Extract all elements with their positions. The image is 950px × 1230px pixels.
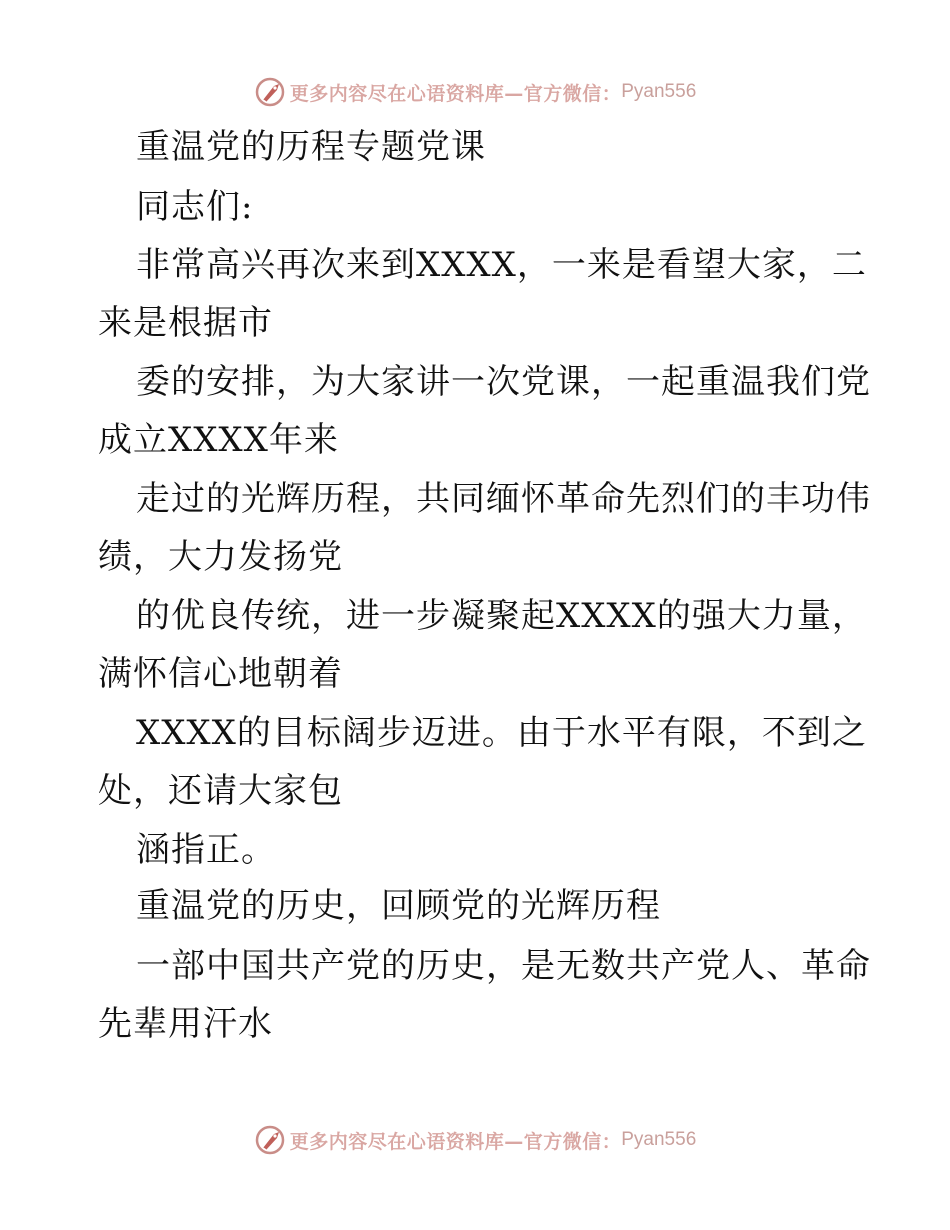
watermark-wechat-id: Pyan556 [621,1129,697,1150]
paragraph-line: 委的安排，为大家讲一次党课，一起重温我们党 [136,362,871,402]
salutation: 同志们: [136,187,254,227]
paragraph-line: 处，还请大家包 [98,771,343,811]
paragraph-line: 来是根据市 [98,303,273,343]
watermark-text: 更多内容尽在心语资料库—官方微信： [289,82,622,105]
watermark-wechat-id: Pyan556 [621,81,697,102]
paragraph-line: 满怀信心地朝着 [98,654,343,694]
section-heading: 重温党的历史，回顾党的光辉历程 [136,886,661,926]
paragraph-line: XXXX的目标阔步迈进。由于水平有限，不到之 [136,713,867,753]
document-title: 重温党的历程专题党课 [136,127,486,167]
watermark-text: 更多内容尽在心语资料库—官方微信： [289,1130,622,1153]
footer-watermark [0,1120,950,1160]
paragraph-line: 非常高兴再次来到XXXX，一来是看望大家，二 [136,245,867,285]
paragraph-line: 先辈用汗水 [98,1004,273,1044]
pen-nib-logo-icon [254,1124,286,1156]
header-watermark [0,72,950,112]
paragraph-line: 走过的光辉历程，共同缅怀革命先烈们的丰功伟 [136,479,871,519]
paragraph-line: 的优良传统，进一步凝聚起XXXX的强大力量， [136,596,867,636]
paragraph-line: 成立XXXX年来 [98,420,339,460]
pen-nib-logo-icon [254,76,286,108]
paragraph-line: 一部中国共产党的历史，是无数共产党人、革命 [136,946,871,986]
paragraph-line: 涵指正。 [136,830,276,870]
paragraph-line: 绩，大力发扬党 [98,537,343,577]
